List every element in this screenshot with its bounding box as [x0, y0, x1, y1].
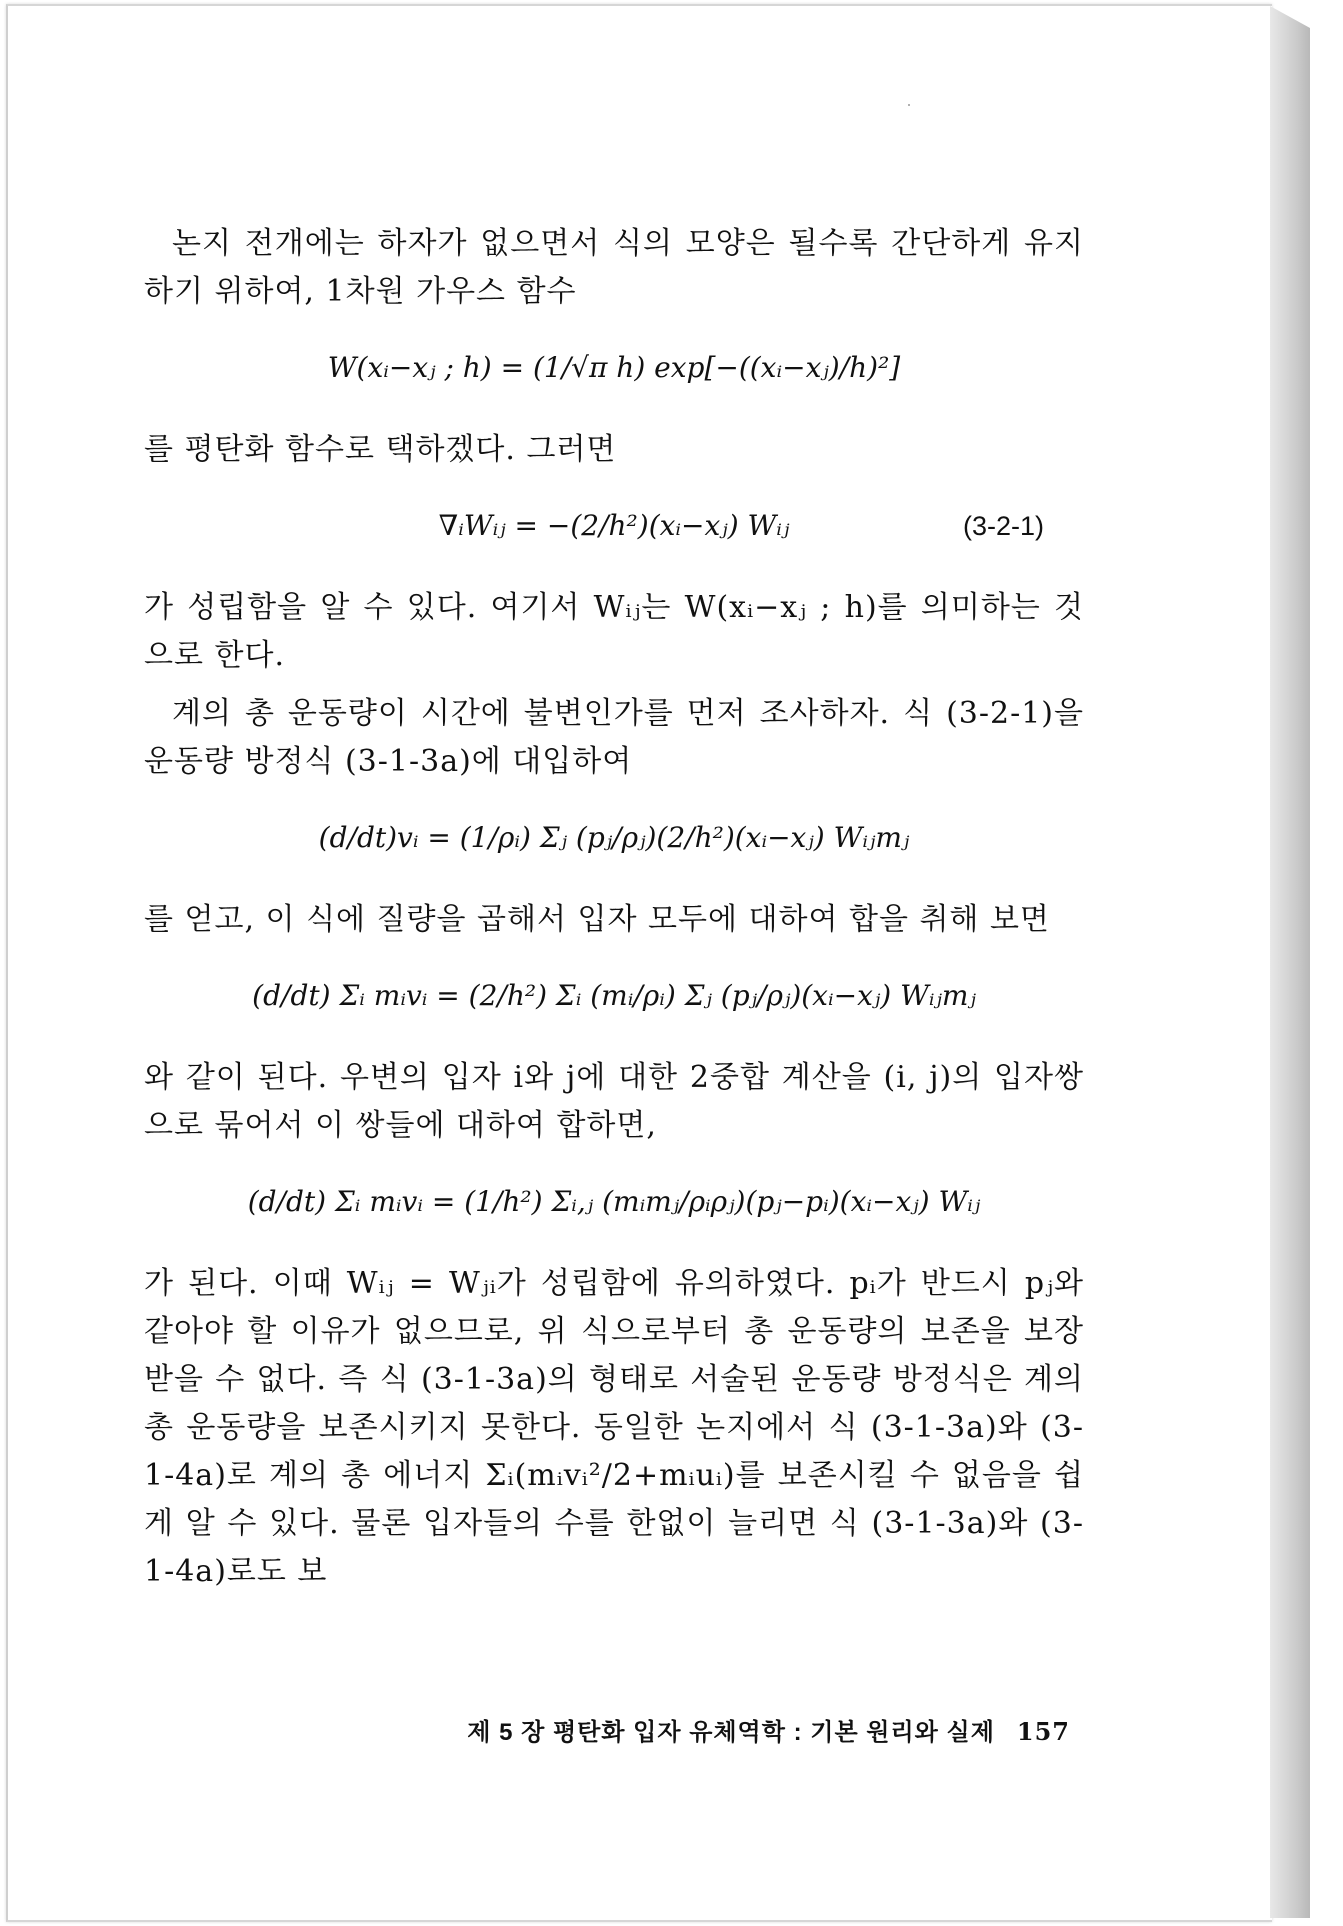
paper-speck [908, 104, 910, 106]
paragraph-4: 계의 총 운동량이 시간에 불변인가를 먼저 조사하자. 식 (3-2-1)을 운동량 방정식 (3-1-3a)에 대입하여 [144, 696, 1084, 779]
paragraph-5: 를 얻고, 이 식에 질량을 곱해서 입자 모두에 대하여 합을 취해 보면 [144, 902, 1050, 937]
equation-momentum: (d/dt)vᵢ = (1/ρᵢ) Σⱼ (pⱼ/ρⱼ)(2/h²)(xᵢ−xⱼ) Wᵢⱼmⱼ [318, 821, 910, 854]
page-footer [450, 1712, 1070, 1747]
equation-total-momentum: (d/dt) Σᵢ mᵢvᵢ = (2/h²) Σᵢ (mᵢ/ρᵢ) Σⱼ (pⱼ/ρⱼ)(xᵢ−xⱼ) Wᵢⱼmⱼ [252, 979, 976, 1012]
page-edge [1270, 6, 1310, 1918]
paragraph-6: 와 같이 된다. 우변의 입자 i와 j에 대한 2중합 계산을 (i, j)의 입자쌍으로 묶어서 이 쌍들에 대하여 합하면, [144, 1060, 1084, 1143]
equation-number: (3-2-1) [962, 511, 1044, 541]
equation-pair-sum: (d/dt) Σᵢ mᵢvᵢ = (1/h²) Σᵢ,ⱼ (mᵢmⱼ/ρᵢρⱼ)(pⱼ−pᵢ)(xᵢ−xⱼ) Wᵢⱼ [247, 1185, 981, 1218]
chapter-title: 제 5 장 평탄화 입자 유체역학 : 기본 원리와 실제 [467, 1719, 995, 1746]
equation-3-2-1: ∇ᵢWᵢⱼ = −(2/h²)(xᵢ−xⱼ) Wᵢⱼ (3-2-1) [144, 490, 1084, 562]
paragraph-3: 가 성립함을 알 수 있다. 여기서 Wᵢⱼ는 W(xᵢ−xⱼ ; h)를 의미하는 것으로 한다. [144, 590, 1084, 673]
paragraph-7: 가 된다. 이때 Wᵢⱼ = Wⱼᵢ가 성립함에 유의하였다. pᵢ가 반드시 pⱼ와 같아야 할 이유가 없으므로, 위 식으로부터 총 운동량의 보존을 보장받을 수 없다. 즉 식 (3-1-3a)의 형태로 서술된 운동량 방정식은 계의 총 운동량을 보존시키지 못한다. 동일한 논지에서 식 (3-1-3a)와 (3-1-4a)로 계의 총 에너지 Σᵢ(mᵢvᵢ²/2+mᵢuᵢ)를 보존시킬 수 없음을 쉽게 알 수 있다. 물론 입자들의 수를 한없이 늘리면 식 (3-1-3a)와 (3-1-4a)로도 보 [144, 1266, 1084, 1589]
paragraph-1: 논지 전개에는 하자가 없으면서 식의 모양은 될수록 간단하게 유지하기 위하여, 1차원 가우스 함수 [144, 226, 1084, 309]
page-body [144, 220, 1084, 1606]
page-number: 157 [1016, 1717, 1070, 1746]
equation-gaussian-kernel: W(xᵢ−xⱼ ; h) = (1/√π h) exp[−((xᵢ−xⱼ)/h)²] [327, 351, 901, 384]
paragraph-2: 를 평탄화 함수로 택하겠다. 그러면 [144, 432, 617, 467]
